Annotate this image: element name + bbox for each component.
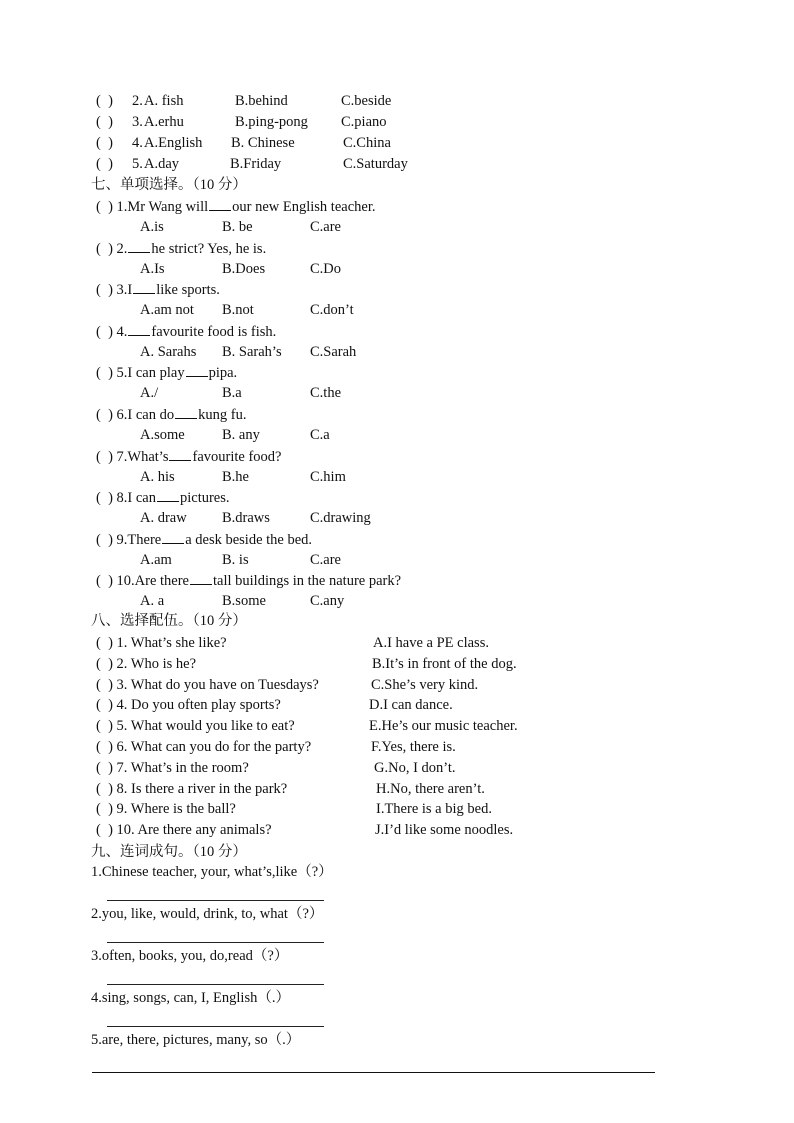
match-question: ( ) 2. Who is he?: [96, 656, 196, 672]
answer-paren: ( ): [96, 114, 113, 130]
match-question: ( ) 10. Are there any animals?: [96, 822, 272, 838]
option-b[interactable]: B. any: [222, 427, 260, 443]
sentence-prompt: 1.Chinese teacher, your, what’s,like（?）: [91, 864, 333, 880]
match-question: ( ) 6. What can you do for the party?: [96, 739, 312, 755]
option-c: C.beside: [341, 93, 392, 109]
answer-paren: ( ): [96, 156, 113, 172]
option-a[interactable]: A.am not: [140, 302, 194, 318]
question-number: 5.: [132, 156, 143, 172]
match-question: ( ) 3. What do you have on Tuesdays?: [96, 677, 319, 693]
question-number: 4.: [132, 135, 143, 151]
option-a: A. fish: [144, 93, 184, 109]
question-stem-start: ( ) 10.Are there: [96, 573, 189, 589]
question-stem-end: a desk beside the bed.: [185, 532, 313, 548]
answer-paren: ( ): [96, 93, 113, 109]
option-c[interactable]: C.him: [310, 469, 346, 485]
sentence-prompt: 4.sing, songs, can, I, English（.）: [91, 990, 290, 1006]
option-b[interactable]: B.a: [222, 385, 242, 401]
option-a: A.day: [144, 156, 180, 172]
section8-heading: 八、选择配伍。（10 分）: [91, 613, 247, 629]
question-stem-end: our new English teacher.: [232, 199, 376, 215]
match-question: ( ) 7. What’s in the room?: [96, 760, 249, 776]
option-a: A.English: [144, 135, 203, 151]
option-c[interactable]: C.Sarah: [310, 344, 357, 360]
fill-blank[interactable]: [175, 405, 197, 419]
match-question: ( ) 5. What would you like to eat?: [96, 718, 295, 734]
question-stem: [96, 280, 220, 299]
option-a[interactable]: A. his: [140, 469, 175, 485]
option-c: C.piano: [341, 114, 387, 130]
section7-heading: 七、单项选择。（10 分）: [91, 177, 247, 193]
question-stem: [96, 197, 375, 216]
question-stem-end: favourite food is fish.: [151, 324, 277, 340]
question-stem-start: ( ) 5.I can play: [96, 365, 185, 381]
fill-blank[interactable]: [157, 488, 179, 502]
option-a: A.erhu: [144, 114, 184, 130]
match-answer: G.No, I don’t.: [374, 760, 456, 776]
match-answer: H.No, there aren’t.: [376, 781, 485, 797]
answer-line[interactable]: [107, 1026, 324, 1027]
option-c: C.China: [343, 135, 391, 151]
answer-paren: ( ): [96, 135, 113, 151]
option-c[interactable]: C.Do: [310, 261, 342, 277]
option-a[interactable]: A. a: [140, 593, 165, 609]
option-b: B.Friday: [230, 156, 282, 172]
sentence-prompt: 5.are, there, pictures, many, so（.）: [91, 1032, 301, 1048]
question-stem: [96, 322, 276, 341]
option-b: B. Chinese: [231, 135, 295, 151]
answer-line[interactable]: [107, 900, 324, 901]
sentence-prompt: 3.often, books, you, do,read（?）: [91, 948, 289, 964]
option-a[interactable]: A.some: [140, 427, 185, 443]
fill-blank[interactable]: [128, 322, 150, 336]
option-a[interactable]: A. Sarahs: [140, 344, 197, 360]
question-number: 2.: [132, 93, 143, 109]
question-stem-end: favourite food?: [192, 449, 282, 465]
fill-blank[interactable]: [190, 571, 212, 585]
option-a[interactable]: A.is: [140, 219, 164, 235]
question-stem-end: kung fu.: [198, 407, 247, 423]
option-c[interactable]: C.drawing: [310, 510, 371, 526]
match-question: ( ) 1. What’s she like?: [96, 635, 227, 651]
question-stem-start: ( ) 9.There: [96, 532, 162, 548]
question-stem: [96, 488, 230, 507]
answer-line[interactable]: [107, 942, 324, 943]
option-c[interactable]: C.are: [310, 552, 341, 568]
match-question: ( ) 9. Where is the ball?: [96, 801, 236, 817]
option-b[interactable]: B.not: [222, 302, 254, 318]
option-b[interactable]: B.draws: [222, 510, 270, 526]
answer-line[interactable]: [107, 984, 324, 985]
option-a[interactable]: A./: [140, 385, 159, 401]
question-stem: [96, 530, 312, 549]
option-b: B.behind: [235, 93, 288, 109]
match-question: ( ) 4. Do you often play sports?: [96, 697, 281, 713]
section9-heading: 九、连词成句。（10 分）: [91, 844, 247, 860]
fill-blank[interactable]: [209, 197, 231, 211]
option-b[interactable]: B. is: [222, 552, 249, 568]
option-b[interactable]: B. be: [222, 219, 253, 235]
match-answer: A.I have a PE class.: [373, 635, 489, 651]
fill-blank[interactable]: [133, 280, 155, 294]
question-stem-start: ( ) 6.I can do: [96, 407, 175, 423]
option-c[interactable]: C.the: [310, 385, 342, 401]
option-b[interactable]: B.he: [222, 469, 249, 485]
match-answer: F.Yes, there is.: [371, 739, 456, 755]
question-stem-start: ( ) 8.I can: [96, 490, 156, 506]
question-stem-end: he strict? Yes, he is.: [151, 241, 267, 257]
question-stem-end: tall buildings in the nature park?: [213, 573, 402, 589]
option-c[interactable]: C.are: [310, 219, 341, 235]
match-answer: D.I can dance.: [369, 697, 453, 713]
fill-blank[interactable]: [162, 530, 184, 544]
match-answer: J.I’d like some noodles.: [375, 822, 514, 838]
question-stem-end: like sports.: [156, 282, 220, 298]
question-stem: [96, 447, 281, 466]
question-stem: [96, 571, 401, 590]
question-stem: [96, 363, 237, 382]
sentence-prompt: 2.you, like, would, drink, to, what（?）: [91, 906, 324, 922]
option-a[interactable]: A.Is: [140, 261, 165, 277]
option-a[interactable]: A.am: [140, 552, 172, 568]
question-number: 3.: [132, 114, 143, 130]
bottom-rule: [92, 1072, 655, 1073]
question-stem: [96, 239, 266, 258]
fill-blank[interactable]: [128, 239, 150, 253]
question-stem-start: ( ) 3.I: [96, 282, 133, 298]
match-question: ( ) 8. Is there a river in the park?: [96, 781, 288, 797]
match-answer: E.He’s our music teacher.: [369, 718, 518, 734]
option-b[interactable]: B.some: [222, 593, 266, 609]
option-c: C.Saturday: [343, 156, 408, 172]
option-b[interactable]: B.Does: [222, 261, 266, 277]
fill-blank[interactable]: [186, 363, 208, 377]
option-b: B.ping-pong: [235, 114, 308, 130]
question-stem-end: pipa.: [208, 365, 238, 381]
question-stem-start: ( ) 2.: [96, 241, 128, 257]
question-stem-start: ( ) 4.: [96, 324, 128, 340]
option-c[interactable]: C.any: [310, 593, 345, 609]
question-stem: [96, 405, 246, 424]
fill-blank[interactable]: [169, 447, 191, 461]
question-stem-start: ( ) 7.What’s: [96, 449, 169, 465]
match-answer: I.There is a big bed.: [376, 801, 492, 817]
option-c[interactable]: C.a: [310, 427, 330, 443]
question-stem-end: pictures.: [179, 490, 230, 506]
match-answer: B.It’s in front of the dog.: [372, 656, 517, 672]
option-b[interactable]: B. Sarah’s: [222, 344, 282, 360]
option-c[interactable]: C.don’t: [310, 302, 354, 318]
match-answer: C.She’s very kind.: [371, 677, 479, 693]
question-stem-start: ( ) 1.Mr Wang will: [96, 199, 209, 215]
option-a[interactable]: A. draw: [140, 510, 187, 526]
